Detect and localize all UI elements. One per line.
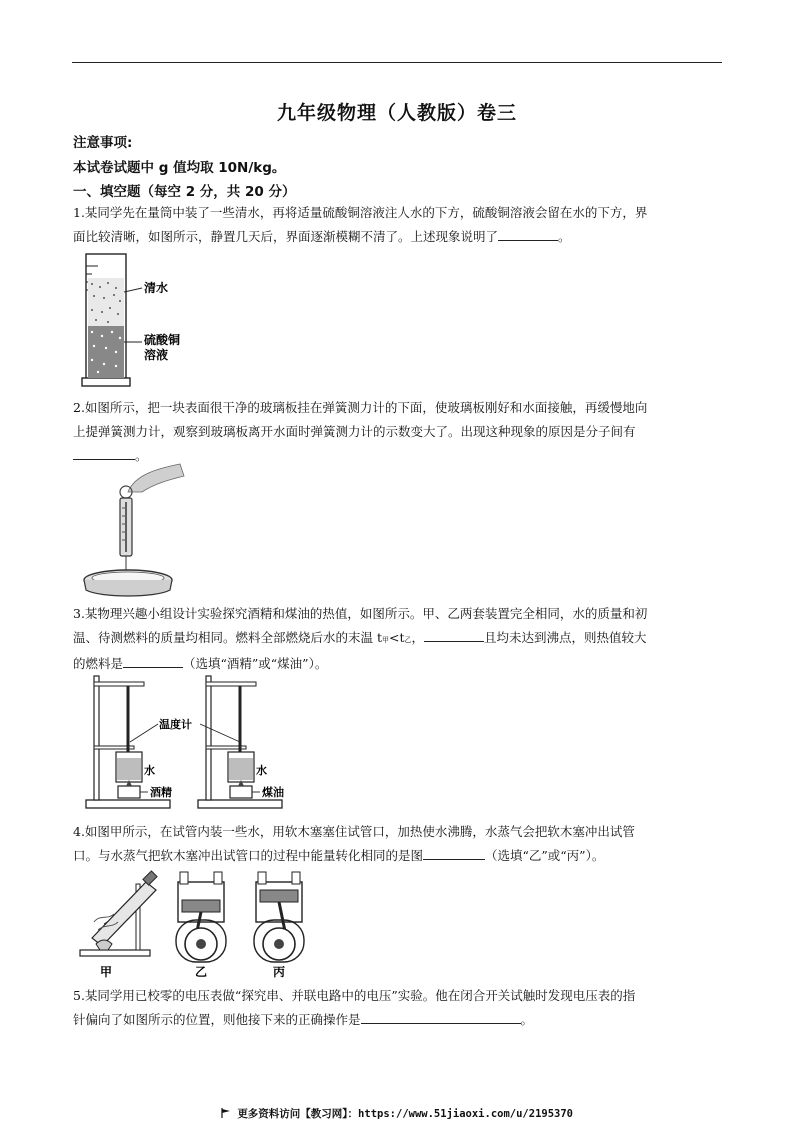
label-bing: 丙 <box>273 965 286 979</box>
question-5 <box>73 984 723 1032</box>
label-yi: 乙 <box>195 965 208 979</box>
question-1-line-1: 1.某同学先在量筒中装了一些清水，再将适量硫酸铜溶液注人水的下方，硫酸铜溶液会留在水的下方，界 <box>73 205 648 220</box>
question-4 <box>73 820 723 868</box>
question-5-line-2: 针偏向了如图所示的位置，则他接下来的正确操作是 。 <box>73 1008 723 1032</box>
question-3-line-3: 的燃料是 （选填“酒精”或“煤油”）。 <box>73 652 723 676</box>
answer-blank-3a[interactable] <box>424 627 484 642</box>
question-1 <box>73 201 723 249</box>
label-copper-sulfate-2: 溶液 <box>144 348 169 362</box>
answer-blank-2[interactable] <box>73 445 135 460</box>
answer-blank-5[interactable] <box>361 1009 521 1024</box>
label-water-left: 水 <box>144 764 155 777</box>
question-2-line-3: 。 <box>73 444 723 468</box>
label-thermometer: 温度计 <box>159 718 192 731</box>
question-1-line-2: 面比较清晰，如图所示，静置几天后，界面逐渐模糊不清了。上述现象说明了 。 <box>73 225 723 249</box>
label-copper-sulfate-1: 硫酸铜 <box>144 333 181 347</box>
figure-steam-and-engines <box>74 864 314 982</box>
question-3-line-1: 3.某物理兴趣小组设计实验探究酒精和煤油的热值，如图所示。甲、乙两套装置完全相同，水的质量和初 <box>73 606 648 621</box>
label-kerosene: 煤油 <box>262 786 284 799</box>
figure-jia-test-tube <box>80 871 157 956</box>
label-water-right: 水 <box>256 764 267 777</box>
footer-link[interactable]: 更多资料访问【教习网】：https://www.51jiaoxi.com/u/2195370 <box>237 1108 573 1120</box>
answer-blank-4[interactable] <box>423 845 485 860</box>
question-3 <box>73 602 723 676</box>
answer-blank-3b[interactable] <box>123 653 183 668</box>
page-title: 九年级物理（人教版）卷三 <box>276 102 517 124</box>
figure-heat-value-apparatus <box>82 672 302 812</box>
question-2 <box>73 396 723 468</box>
notice-heading: 注意事项: <box>73 135 133 151</box>
label-jia: 甲 <box>100 965 113 979</box>
question-3-line-2: 温、待测燃料的质量均相同。燃料全部燃烧后水的末温 t甲<t乙， 且均未达到沸点，则热值较大 <box>73 626 723 652</box>
question-2-line-1: 2.如图所示，把一块表面很干净的玻璃板挂在弹簧测力计的下面，使玻璃板刚好和水面接触，再缓慢地向 <box>73 400 648 415</box>
label-alcohol: 酒精 <box>150 786 172 799</box>
section-heading: 一、填空题（每空 2 分，共 20 分） <box>73 184 296 200</box>
question-5-line-1: 5.某同学用已校零的电压表做“探究串、并联电路中的电压”实验。他在闭合开关试触时发现电压表的指 <box>73 988 636 1003</box>
top-rule <box>72 62 722 63</box>
figure-graduated-cylinder <box>80 252 230 390</box>
footer <box>0 1106 794 1121</box>
notice-text: 本试卷试题中 g 值均取 10N/kg。 <box>73 160 286 176</box>
figure-spring-scale <box>80 462 190 602</box>
question-2-line-2: 上提弹簧测力计，观察到玻璃板离开水面时弹簧测力计的示数变大了。出现这种现象的原因是分子间有 <box>73 424 636 439</box>
answer-blank-1[interactable] <box>498 226 558 241</box>
question-4-line-2: 口。与水蒸气把软木塞冲出试管口的过程中能量转化相同的是图 （选填“乙”或“丙”）。 <box>73 844 723 868</box>
label-clear-water: 清水 <box>144 281 169 295</box>
question-4-line-1: 4.如图甲所示，在试管内装一些水，用软木塞塞住试管口，加热使水沸腾，水蒸气会把软木塞冲出试管 <box>73 824 635 839</box>
figure-bing-engine <box>254 872 304 962</box>
figure-yi-engine <box>176 872 226 962</box>
flag-icon <box>221 1108 231 1118</box>
